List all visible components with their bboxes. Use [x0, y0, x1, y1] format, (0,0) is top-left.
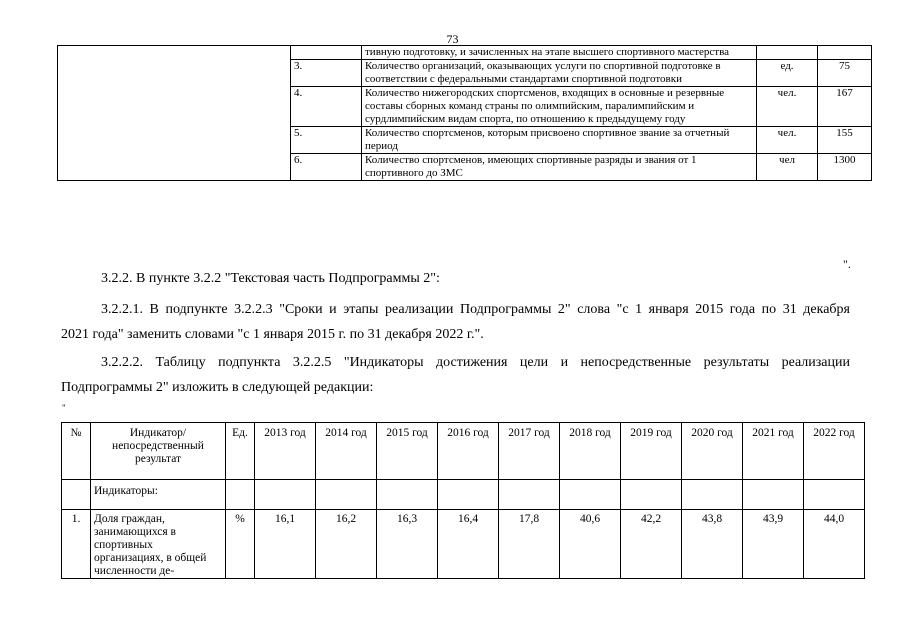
- paragraph-3-2-2-1-line1: 3.2.2.1. В подпункте 3.2.2.3 "Сроки и этапы реализации Подпрограммы 2" слова "с 1 января 2015 года по 31 декабря: [101, 302, 850, 317]
- row-number: 6.: [291, 154, 362, 181]
- header-indicator: Индикатор/ непосредственный результат: [91, 423, 226, 480]
- empty-cell: [316, 480, 377, 510]
- table-row: [62, 510, 865, 579]
- section-label: Индикаторы:: [91, 480, 226, 510]
- unit-cell: %: [226, 510, 255, 579]
- value-cell: 43,8: [682, 510, 743, 579]
- paragraph-3-2-2: 3.2.2. В пункте 3.2.2 "Текстовая часть Подпрограммы 2":: [101, 271, 440, 286]
- header-year: 2015 год: [377, 423, 438, 480]
- value-cell: 17,8: [499, 510, 560, 579]
- value-cell: 16,3: [377, 510, 438, 579]
- opening-quote: ": [62, 403, 66, 413]
- table-header-row: [62, 423, 865, 480]
- header-year: 2013 год: [255, 423, 316, 480]
- value-cell: 1300: [818, 154, 872, 181]
- row-number: 5.: [291, 127, 362, 154]
- page-number: 73: [446, 32, 459, 46]
- empty-cell: [62, 480, 91, 510]
- value-cell: [818, 46, 872, 60]
- row-number: 4.: [291, 87, 362, 127]
- header-year: 2016 год: [438, 423, 499, 480]
- indicator-text: Количество организаций, оказывающих услуги по спортивной подготовке в соответствии с федеральными стандартами спортивной подготовки: [362, 60, 757, 87]
- indicator-text: Количество спортсменов, которым присвоено спортивное звание за отчетный период: [362, 127, 757, 154]
- header-year: 2017 год: [499, 423, 560, 480]
- subprogram-2-indicators-table: [61, 422, 865, 579]
- header-year: 2014 год: [316, 423, 377, 480]
- closing-quote: ".: [843, 257, 851, 271]
- unit-cell: чел.: [757, 127, 818, 154]
- value-cell: 75: [818, 60, 872, 87]
- empty-cell: [682, 480, 743, 510]
- header-year: 2019 год: [621, 423, 682, 480]
- table-section-row: [62, 480, 865, 510]
- value-cell: 16,2: [316, 510, 377, 579]
- value-cell: 16,4: [438, 510, 499, 579]
- empty-cell: [226, 480, 255, 510]
- header-year: 2022 год: [804, 423, 865, 480]
- empty-cell: [255, 480, 316, 510]
- value-cell: 155: [818, 127, 872, 154]
- empty-cell: [377, 480, 438, 510]
- header-year: 2021 год: [743, 423, 804, 480]
- empty-cell: [743, 480, 804, 510]
- row-number: 1.: [62, 510, 91, 579]
- value-cell: 16,1: [255, 510, 316, 579]
- table-row: [58, 46, 872, 60]
- unit-cell: ед.: [757, 60, 818, 87]
- header-year: 2018 год: [560, 423, 621, 480]
- indicator-text: Количество спортсменов, имеющих спортивные разряды и звания от 1 спортивного до ЗМС: [362, 154, 757, 181]
- indicator-text: Доля граждан, занимающихся в спортивных организациях, в общей численности де-: [91, 510, 226, 579]
- empty-cell: [438, 480, 499, 510]
- row-number: 3.: [291, 60, 362, 87]
- empty-cell: [804, 480, 865, 510]
- unit-cell: чел.: [757, 87, 818, 127]
- header-number: №: [62, 423, 91, 480]
- empty-cell: [560, 480, 621, 510]
- empty-cell: [621, 480, 682, 510]
- value-cell: 43,9: [743, 510, 804, 579]
- row-number: [291, 46, 362, 60]
- header-year: 2020 год: [682, 423, 743, 480]
- header-unit: Ед.: [226, 423, 255, 480]
- value-cell: 167: [818, 87, 872, 127]
- unit-cell: чел: [757, 154, 818, 181]
- paragraph-3-2-2-1-line2: 2021 года" заменить словами "с 1 января 2015 г. по 31 декабря 2022 г.".: [61, 327, 484, 342]
- unit-cell: [757, 46, 818, 60]
- empty-merged-cell: [58, 46, 291, 181]
- indicator-text: Количество нижегородских спортсменов, входящих в основные и резервные составы сборных команд страны по олимпийским, паралимпийским и сурдлимпийским видам спорта, по отношению к предыдущему году: [362, 87, 757, 127]
- empty-cell: [499, 480, 560, 510]
- value-cell: 44,0: [804, 510, 865, 579]
- paragraph-3-2-2-2-line1: 3.2.2.2. Таблицу подпункта 3.2.2.5 "Индикаторы достижения цели и непосредственные результаты реализации: [101, 355, 850, 370]
- paragraph-3-2-2-2-line2: Подпрограммы 2" изложить в следующей редакции:: [61, 380, 374, 395]
- value-cell: 40,6: [560, 510, 621, 579]
- value-cell: 42,2: [621, 510, 682, 579]
- indicator-text: тивную подготовку, и зачисленных на этапе высшего спортивного мастерства: [362, 46, 757, 60]
- indicators-table-continued: [57, 45, 872, 181]
